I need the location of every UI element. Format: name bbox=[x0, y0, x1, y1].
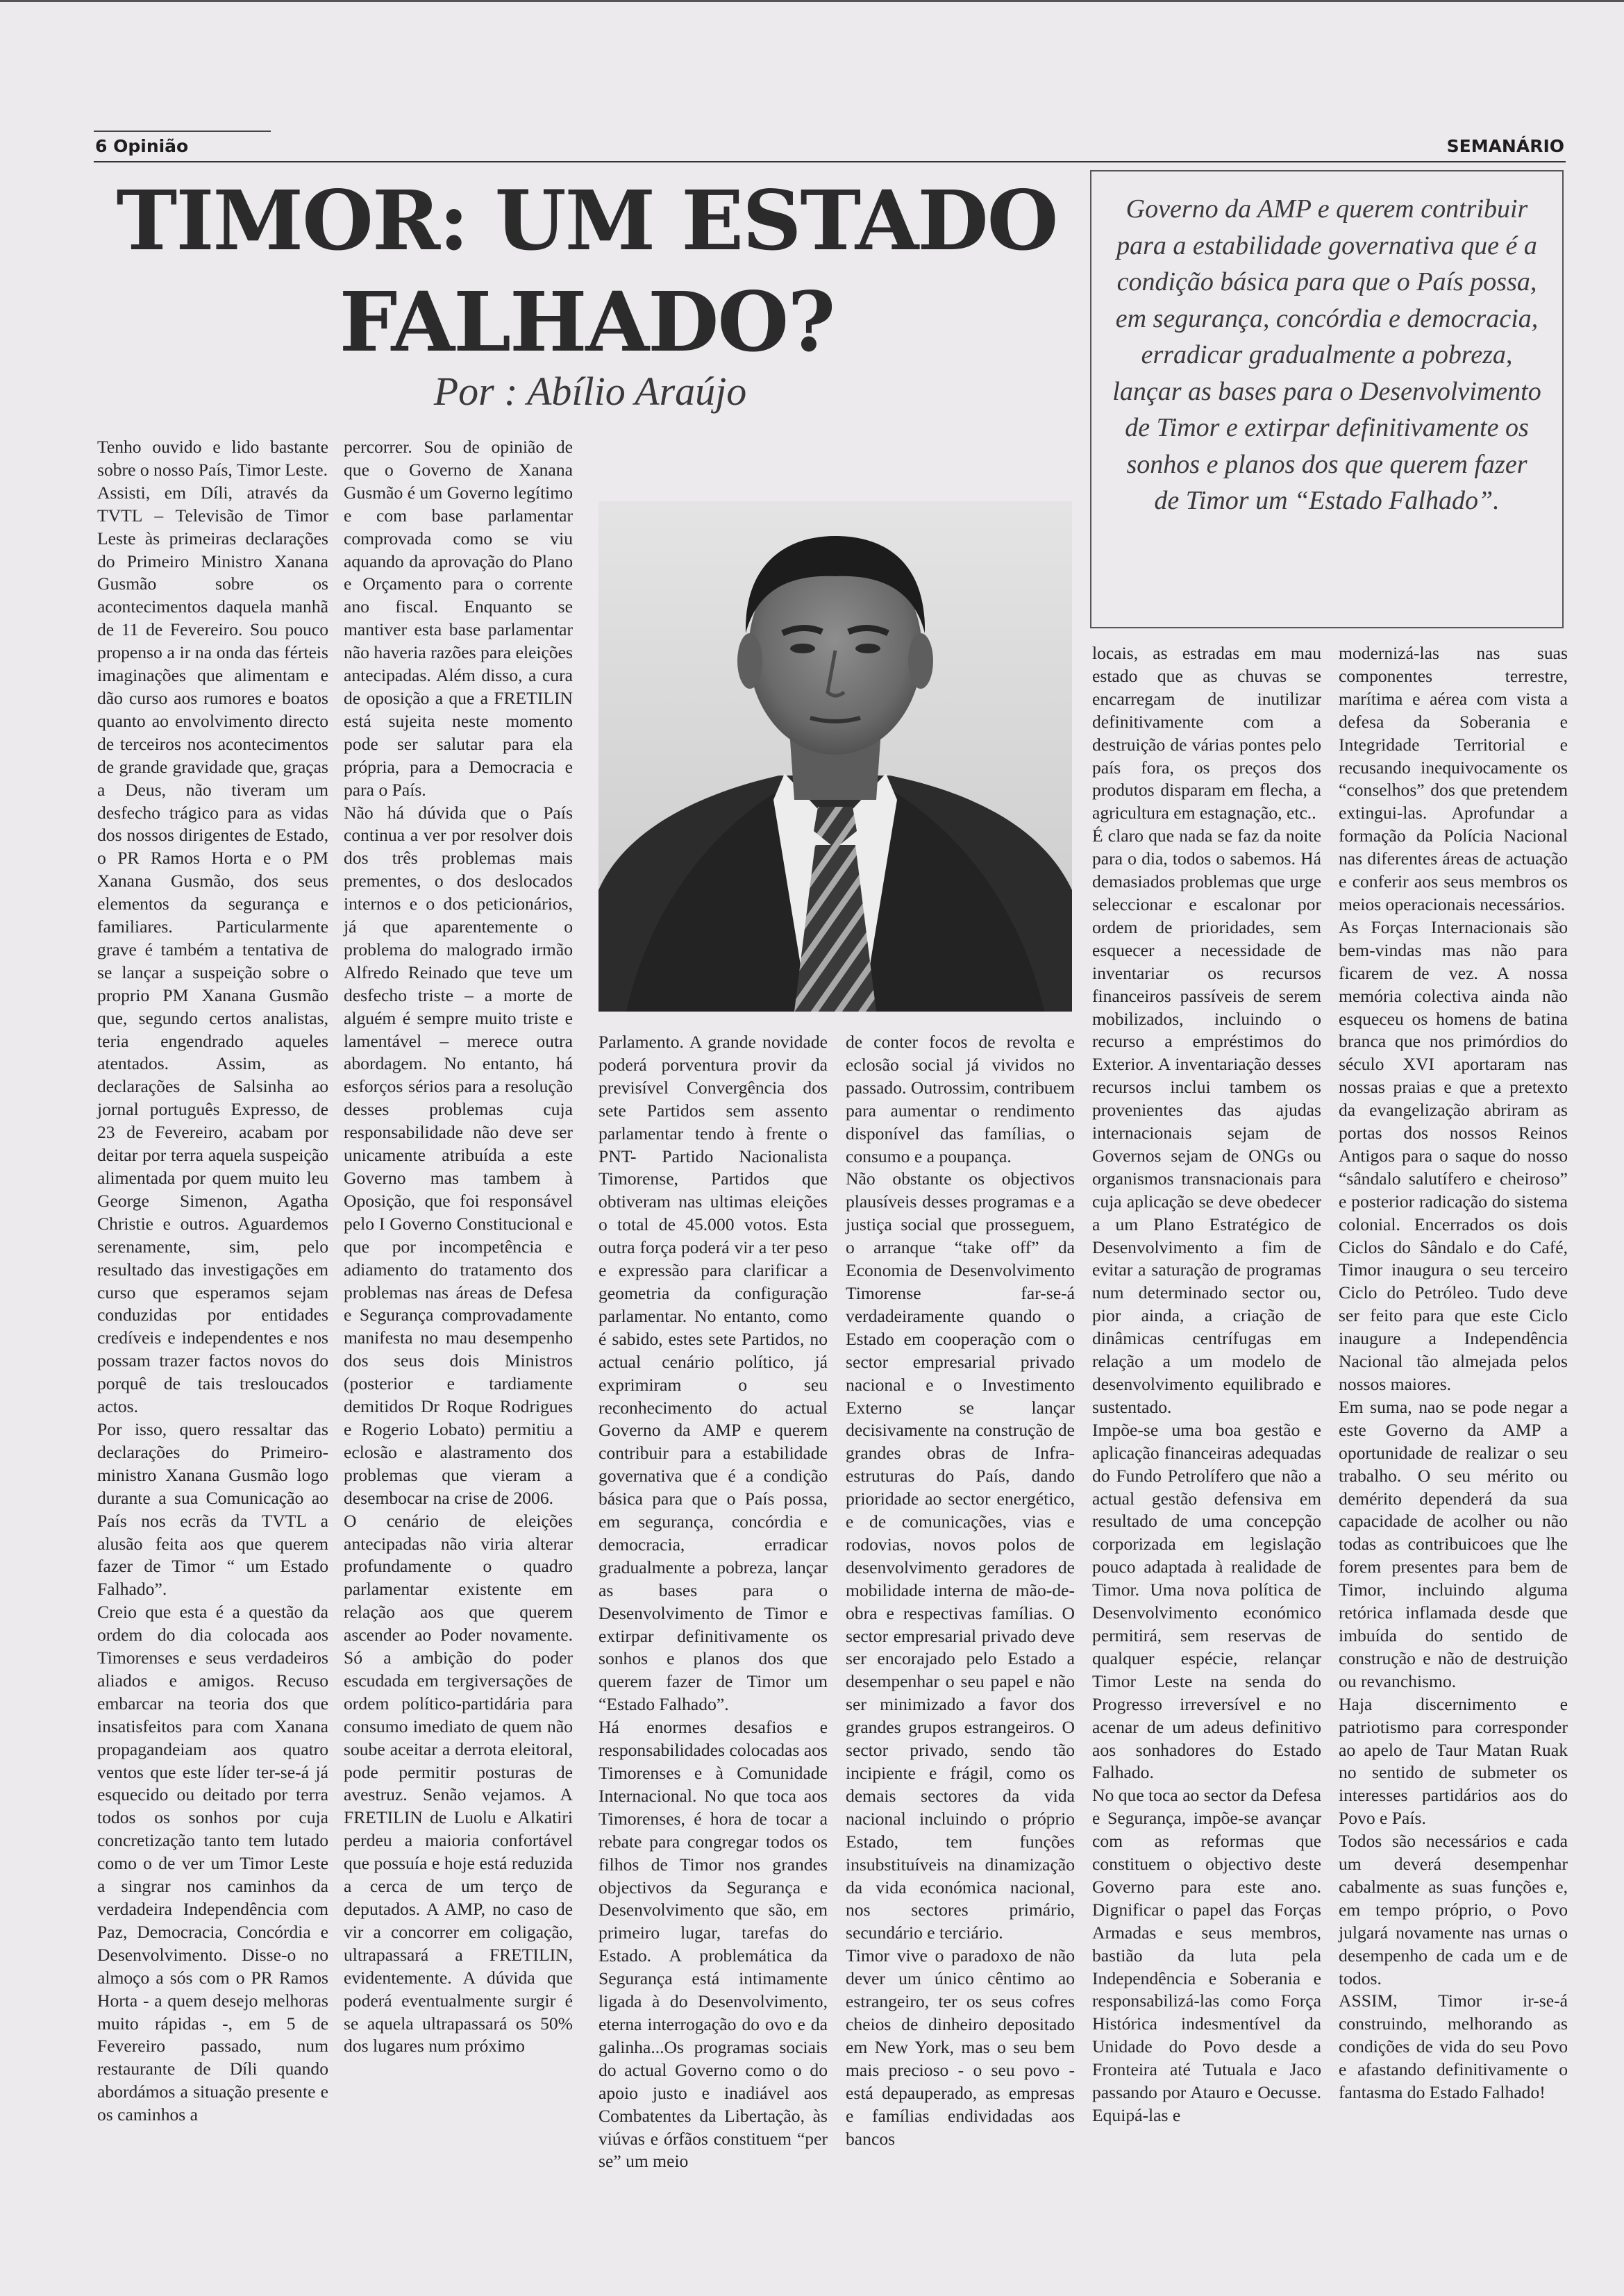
paragraph: Por isso, quero ressaltar das declarações do Primeiro-ministro Xanana Gusmão logo durante a sua Comunicação ao País nos ecrãs da TVTL a alusão feita aos que querem fazer de Timor “ um Estado Falhado”. bbox=[97, 1418, 328, 1600]
paragraph: As Forças Internacionais são bem-vindas mas não para ficarem de vez. A nossa memória colectiva ainda não esqueceu os homens de batina branca que nos primórdios do século XVI aportaram nas nossas praias e que a pretexto da evangelização abriram as portas dos nossos Reinos Antigos para o saque do nosso “sândalo salutífero e cheiroso” e posterior radicação do sistema colonial. Encerrados os dois Ciclos do Sândalo e do Café, Timor inaugura o seu terceiro Ciclo do Petróleo. Tudo deve ser feito para que este Ciclo inaugure a Independência Nacional tão almejada pelos nossos maiores. bbox=[1339, 916, 1568, 1394]
page-header bbox=[94, 124, 1566, 167]
header-rule bbox=[94, 161, 1566, 162]
author-portrait-photo bbox=[598, 501, 1072, 1012]
paragraph: O cenário de eleições antecipadas não viria alterar profundamente o quadro parlamentar existente em relação aos que querem ascender ao Poder novamente. Só a ambição do poder escudada em tergiversações de ordem político-partidária para consumo imediato de quem não soube aceitar a derrota eleitoral, pode permitir posturas de avestruz. Senão vejamos. A FRETILIN de Luolu e Alkatiri perdeu a maioria confortável que possuía e hoje está reduzida a cerca de um terço de deputados. A AMP, no caso de vir a concorrer em coligação, ultrapassará a FRETILIN, evidentemente. A dúvida que poderá eventualmente surgir é se aquela ultrapassará os 50% dos lugares num próximo bbox=[344, 1510, 573, 2056]
paragraph: Todos são necessários e cada um deverá desempenhar cabalmente as suas funções e, em tempo próprio, o Povo julgará novamente nas urnas o desempenho de cada um e de todos. bbox=[1339, 1831, 1568, 1988]
article-column-5 bbox=[1092, 642, 1321, 2127]
paragraph: locais, as estradas em mau estado que as chuvas se encarregam de inutilizar definitivamente com a destruição de várias pontes pelo país fora, os preços dos produtos disparam em flecha, a agricultura em estagnação, etc.. bbox=[1092, 643, 1321, 823]
page-section: 6 Opinião bbox=[95, 136, 189, 156]
article-headline bbox=[104, 170, 1069, 373]
header-short-rule bbox=[94, 131, 271, 132]
headline-line-1: TIMOR: UM ESTADO bbox=[116, 172, 1057, 269]
paragraph: modernizá-las nas suas componentes terrestre, marítima e aérea com vista a defesa da Soberania e Integridade Territorial e recusando inequivocamente os “conselhos” dos que pretendem extingui-las. Aprofundar a formação da Polícia Nacional nas diferentes áreas de actuação e conferir aos seus membros os meios operacionais necessários. bbox=[1339, 643, 1568, 914]
paragraph: Impõe-se uma boa gestão e aplicação financeiras adequadas do Fundo Petrolífero que não a actual gestão defensiva em resultado de uma concepção corporizada em legislação pouco adaptada à realidade de Timor. Uma nova política de Desenvolvimento económico permitirá, sem reservas de qualquer espécie, relançar Timor Leste na senda do Progresso irreversível e no acenar de um adeus definitivo aos sonhadores do Estado Falhado. bbox=[1092, 1419, 1321, 1783]
author-byline: Por : Abílio Araújo bbox=[433, 369, 747, 414]
paragraph: Parlamento. A grande novidade poderá porventura provir da previsível Convergência dos sete Partidos sem assento parlamentar tendo à frente o PNT- Partido Nacionalista Timorense, Partidos que obtiveram nas ultimas eleições o total de 45.000 votos. Esta outra força poderá vir a ter peso e expressão para clarificar a geometria da configuração parlamentar. No entanto, como é sabido, estes sete Partidos, no actual cenário político, já exprimiram o seu reconhecimento do actual Governo da AMP e querem contribuir para a estabilidade governativa que é a condição básica para que o País possa, em segurança, concórdia e democracia, erradicar gradualmente a pobreza, lançar as bases para o Desenvolvimento de Timor e extirpar definitivamente os sonhos e planos dos que querem fazer de Timor um “Estado Falhado”. bbox=[598, 1032, 828, 1715]
paragraph: No que toca ao sector da Defesa e Segurança, impõe-se avançar com as reformas que constituem o objectivo deste Governo para este ano. Dignificar o papel das Forças Armadas e seus membros, bastião da luta pela Independência e Soberania e responsabilizá-las como Força Histórica indesmentível da Unidade do Povo desde a Fronteira até Tutuala e Jaco passando por Atauro e Oecusse. Equipá-las e bbox=[1092, 1785, 1321, 2125]
article-column-6 bbox=[1339, 642, 1568, 2104]
paragraph: percorrer. Sou de opinião de que o Governo de Xanana Gusmão é um Governo legítimo e com base parlamentar comprovada como se viu aquando da aprovação do Plano e Orçamento para o corrente ano fiscal. Enquanto se mantiver esta base parlamentar não haveria razões para eleições antecipadas. Além disso, a cura de oposição a que a FRETILIN está sujeita neste momento pode ser salutar para ela própria, para a Democracia e para o País. bbox=[344, 437, 573, 800]
pull-quote-box bbox=[1090, 170, 1564, 628]
article-column-4 bbox=[846, 1031, 1075, 2150]
paragraph: Não há dúvida que o País continua a ver por resolver dois dos três problemas mais prementes, o dos deslocados internos e o dos peticionários, já que aparentemente o problema do malogrado irmão Alfredo Reinado que teve um desfecho triste – a morte de alguém é sempre muito triste e lamentável – merece outra abordagem. No entanto, há esforços sérios para a resolução desses problemas cuja responsabilidade não deve ser unicamente atribuída a este Governo mas tambem à Oposição, que foi responsável pelo I Governo Constitucional e que por incompetência e adiamento do tratamento dos problemas nas áreas de Defesa e Segurança comprovadamente manifesta no mau desempenho dos seus dois Ministros (posterior e tardiamente demitidos Dr Roque Rodrigues e Rogerio Lobato) permitiu a eclosão e alastramento dos problemas que vieram a desembocar na crise de 2006. bbox=[344, 802, 573, 1508]
paragraph: Assisti, em Díli, através da TVTL – Televisão de Timor Leste às primeiras declarações do Primeiro Ministro Xanana Gusmão sobre os acontecimentos daquela manhã de 11 de Fevereiro. Sou pouco propenso a ir na onda das férteis imaginações que alimentam e dão curso aos rumores e boatos quanto ao envolvimento directo de terceiros nos acontecimentos de grande gravidade que, graças a Deus, não tiveram um desfecho trágico para as vidas dos nossos dirigentes de Estado, o PR Ramos Horta e o PM Xanana Gusmão, dos seus elementos da segurança e familiares. Particularmente grave é também a tentativa de se lançar a suspeição sobre o proprio PM Xanana Gusmão que, segundo certos analistas, teria engendrado aqueles atentados. Assim, as declarações de Salsinha ao jornal português Expresso, de 23 de Fevereiro, acabam por deitar por terra aquela suspeição alimentada por quem muito leu George Simenon, Agatha Christie e outros. Aguardemos serenamente, sim, pelo resultado das investigações em curso que esperamos sejam conduzidas por entidades credíveis e independentes e nos possam trazer factos novos do porquê de tais tresloucados actos. bbox=[97, 482, 328, 1417]
paragraph: É claro que nada se faz da noite para o dia, todos o sabemos. Há demasiados problemas que urge seleccionar e escalonar por ordem de prioridades, sem esquecer a necessidade de inventariar os recursos financeiros passíveis de serem mobilizados, incluindo o recurso a empréstimos do Exterior. A inventariação desses recursos inclui tambem os provenientes das ajudas internacionais sejam de Governos sejam de ONGs ou organismos transnacionais para cuja aplicação se deve obedecer a um Plano Estratégico de Desenvolvimento a fim de evitar a saturação de programas num determinado sector ou, pior ainda, a criação de dinâmicas centrífugas em relação a um modelo de desenvolvimento equilibrado e sustentado. bbox=[1092, 826, 1321, 1417]
headline-line-2: FALHADO? bbox=[339, 274, 835, 370]
article-column-3 bbox=[598, 1031, 828, 2173]
paragraph: ASSIM, Timor ir-se-á construindo, melhorando as condições de vida do seu Povo e afastando definitivamente o fantasma do Estado Falhado! bbox=[1339, 1991, 1568, 2103]
pull-quote-text: Governo da AMP e querem contribuir para a estabilidade governativa que é a condição básica para que o País possa, em segurança, concórdia e democracia, erradicar gradualmente a pobreza, lançar as bases para o Desenvolvimento de Timor e extirpar definitivamente os sonhos e planos dos que querem fazer de Timor um “Estado Falhado”. bbox=[1112, 194, 1541, 515]
paragraph: Creio que esta é a questão da ordem do dia colocada aos Timorenses e seus verdadeiros aliados e amigos. Recuso embarcar na teoria dos que insatisfeitos para com Xanana propagandeiam aos quatro ventos que este líder ter-se-á já esquecido ou deitado por terra todos os sonhos por cuja concretização tanto tem lutado como o de ver um Timor Leste a singrar nos caminhos da verdadeira Independência com Paz, Democracia, Concórdia e Desenvolvimento. Disse-o no almoço a sós com o PR Ramos Horta - a quem desejo melhoras muito rápidas -, em 5 de Fevereiro passado, num restaurante de Díli quando abordámos a situação presente e os caminhos a bbox=[97, 1602, 328, 2125]
paragraph: Não obstante os objectivos plausíveis desses programas e a justiça social que prosseguem, o arranque “take off” da Economia de Desenvolvimento Timorense far-se-á verdadeiramente quando o Estado em cooperação com o sector empresarial privado nacional e o Investimento Externo se lançar decisivamente na construção de grandes obras de Infra-estruturas do País, dando prioridade ao sector energético, e de comunicações, vias e rodovias, novos polos de desenvolvimento geradores de mobilidade interna de mão-de-obra e respectivas famílias. O sector empresarial privado deve ser encorajado pelo Estado a desempenhar o seu papel e não ser minimizado a favor dos grandes grupos estrangeiros. O sector privado, sendo tão incipiente e frágil, como os demais sectores da vida nacional incluindo o próprio Estado, tem funções insubstituíveis na dinamização da vida económica nacional, nos sectores primário, secundário e terciário. bbox=[846, 1168, 1075, 1943]
paragraph: Timor vive o paradoxo de não dever um único cêntimo ao estrangeiro, ter os seus cofres cheios de dinheiro depositado em New York, mas o seu bem mais precioso - o seu povo - está depauperado, as empresas e famílias endividadas aos bancos bbox=[846, 1945, 1075, 2149]
article-column-2 bbox=[344, 436, 573, 2058]
article-column-1 bbox=[97, 436, 328, 2127]
paragraph: Tenho ouvido e lido bastante sobre o nosso País, Timor Leste. bbox=[97, 437, 328, 480]
paragraph: Há enormes desafios e responsabilidades colocadas aos Timorenses e à Comunidade Internacional. No que toca aos Timorenses, é hora de tocar a rebate para congregar todos os filhos de Timor nos grandes objectivos da Segurança e Desenvolvimento que são, em primeiro lugar, tarefas do Estado. A problemática da Segurança está intimamente ligada à do Desenvolvimento, eterna interrogação do ovo e da galinha...Os programas sociais do actual Governo como o do apoio justo e inadiável aos Combatentes da Libertação, às viúvas e órfãos constituem “per se” um meio bbox=[598, 1717, 828, 2172]
portrait-illustration bbox=[598, 501, 1072, 1012]
paragraph: Haja discernimento e patriotismo para corresponder ao apelo de Taur Matan Ruak no sentido de submeter os interesses partidários aos do Povo e País. bbox=[1339, 1693, 1568, 1829]
publication-name: SEMANÁRIO bbox=[1446, 136, 1564, 156]
paragraph: Em suma, nao se pode negar a este Governo da AMP a oportunidade de realizar o seu trabalho. O seu mérito ou demérito dependerá da sua capacidade de acolher ou não todas as contribuicoes que lhe forem presentes para bem de Timor, incluindo alguma retórica inflamada desde que imbuída do sentido de construção e não de destruição ou revanchismo. bbox=[1339, 1396, 1568, 1691]
paragraph: de conter focos de revolta e eclosão social já vividos no passado. Outrossim, contribuem para aumentar o rendimento disponível das famílias, o consumo e a poupança. bbox=[846, 1032, 1075, 1166]
page-top-edge bbox=[0, 0, 1624, 2]
